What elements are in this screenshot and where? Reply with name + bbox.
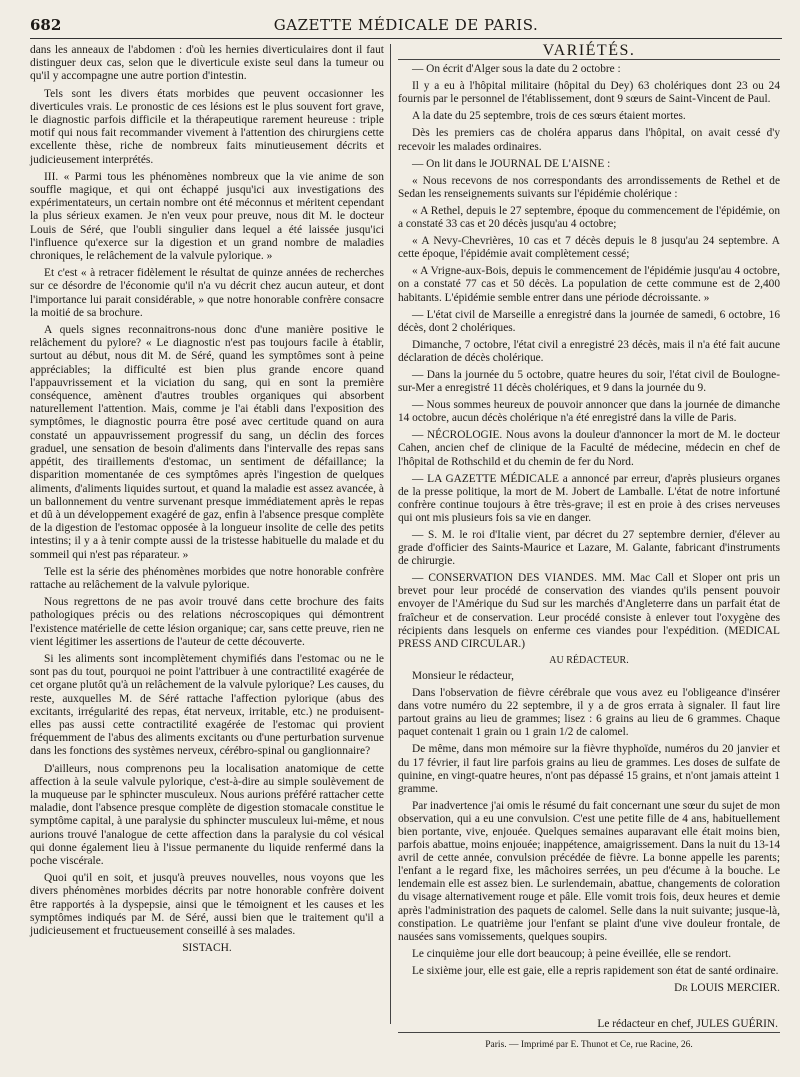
printer-line: Paris. — Imprimé par E. Thunot et Ce, rue Racine, 26. xyxy=(485,1040,693,1050)
right-paragraph-19: Dans l'observation de fièvre cérébrale que vous avez eu l'obligeance d'insérer dans votre numéro du 22 septembre, il y a de gros errata à signaler. Il faut lire partout grains au lieu de grammes; lisez : 6 grains au lieu de 6 grammes. Chaque paquet contenait 1 grain ou 1 grain 1/2 de calomel. xyxy=(398,687,780,739)
left-paragraph-3: III. « Parmi tous les phénomènes nombreux que la vie anime de son souffle magique, et qui ont échappé jusqu'ici aux investigations des expérimentateurs, un certain nombre ont été méconnus et méritent cependant la plus sérieux examen. Je n'en veux pour preuve, nous dit M. le docteur Louis de Séré, que l'oubli singulier dans lequel a été laissée jusqu'ici l'influence qu'exerce sur la digestion et un grand nombre de maladies chroniques, le relâchement de la valvule pylorique. » xyxy=(30,170,384,263)
right-paragraph-18: Monsieur le rédacteur, xyxy=(412,669,514,682)
left-paragraph-8: Si les aliments sont incomplètement chymifiés dans l'estomac ou ne le sont pas du tout, pourquoi ne point l'attribuer à une contractilité exagérée de cet organe plutôt qu'à un relâchement de la valvule pylorique? Les causes, du reste, auxquelles M. de Séré rattache l'affection pylorique (abus des excitants, irrégularité des repas, état nerveux, irritable, etc.) ne produisent-elles pas aussi cette contractilité exagérée de l'estomac qui provient fréquemment de l'abus des aliments excitants ou d'une perturbation survenue dans les fonctions des systèmes nerveux, cérébro-spinal ou ganglionnaire? xyxy=(30,652,384,758)
page-header xyxy=(30,14,782,39)
right-paragraph-11: Dimanche, 7 octobre, l'état civil a enregistré 23 décès, mais il n'a été fait aucune déclaration de décès cholérique. xyxy=(398,338,780,364)
right-paragraph-23: Le sixième jour, elle est gaie, elle a repris rapidement son état de santé ordinaire. xyxy=(412,964,779,977)
right-paragraph-14: — NÉCROLOGIE. Nous avons la douleur d'annoncer la mort de M. le docteur Cahen, ancien chef de clinique de la Faculté de médecine, médecin en chef de l'hôpital de Rothschild et du chemin de fer du Nord. xyxy=(398,429,780,468)
right-column xyxy=(398,44,780,995)
column-divider xyxy=(390,44,391,1024)
left-signature: SISTACH. xyxy=(182,942,232,955)
right-paragraph-13: — Nous sommes heureux de pouvoir annoncer que dans la journée de dimanche 14 octobre, aucun décès cholérique n'a été enregistré dans la ville de Paris. xyxy=(398,399,780,425)
letter-heading: AU RÉDACTEUR. xyxy=(549,654,629,666)
left-paragraph-1: dans les anneaux de l'abdomen : d'où les hernies diverticulaires dont il faut distinguer deux cas, selon que le diverticule existe seul dans la tumeur ou qu'il y accompagne une autre portion d'intestin. xyxy=(30,44,384,83)
left-paragraph-2: Tels sont les divers états morbides que peuvent occasionner les diverticules vrais. Le pronostic de ces lésions est le plus souvent fort grave, le diagnostic parfois difficile et la thérapeutique rarement heureuse : triple motif qui nous fait recommander vivement à l'attention des chirurgiens cette excellente thèse, riche de nombreux faits minutieusement décrits et judicieusement interprétés. xyxy=(30,87,384,166)
right-paragraph-17: — CONSERVATION DES VIANDES. MM. Mac Call et Sloper ont pris un brevet pour leur procédé de conservation des viandes qu'ils pensent pouvoir envoyer de l'Amérique du Sud sur les marchés d'Angleterre dans un parfait état de fraîcheur et de conservation. Leur procédé consiste à enlever tout l'oxygène des récipients dans lesquels on enferme ces viandes pour l'expédition. (MEDICAL PRESS AND CIRCULAR.) xyxy=(398,572,780,650)
left-paragraph-4: Et c'est « à retracer fidèlement le résultat de quinze années de recherches sur ce désordre de l'économie qu'il n'a vu décrit chez aucun auteur, et dont l'importance lui parait considérable, » que notre honorable confrère consacre la moitié de sa brochure. xyxy=(30,267,384,319)
right-paragraph-15: — LA GAZETTE MÉDICALE a annoncé par erreur, d'après plusieurs organes de la presse politique, la mort de M. Jobert de Lamballe. L'état de notre infortuné confrère continue toujours à être très-grave; il est en proie à des crises nerveuses qui ont mis plusieurs fois sa vie en danger. xyxy=(398,472,780,524)
right-paragraph-20: De même, dans mon mémoire sur la fièvre thyphoïde, numéros du 20 janvier et du 17 février, il faut lire parfois grains au lieu de grammes. Les doses de sulfate de quinine, en vingt-quatre heures, n'ont pas dépassé 15 grains, et n'ont jamais atteint 1 gramme. xyxy=(398,743,780,795)
left-paragraph-6: Telle est la série des phénomènes morbides que notre honorable confrère rattache au relâchement de la valvule pylorique. xyxy=(30,565,384,591)
right-paragraph-2: Il y a eu à l'hôpital militaire (hôpital du Dey) 63 cholériques dont 23 ou 24 fournis par le personnel de l'établissement, dont 9 sœurs de Saint-Vincent de Paul. xyxy=(398,80,780,106)
right-paragraph-22: Le cinquième jour elle dort beaucoup; à peine éveillée, elle se rendort. xyxy=(412,947,732,960)
right-paragraph-6: « Nous recevons de nos correspondants des arrondissements de Rethel et de Sedan les renseignements suivants sur l'épidémie cholérique : xyxy=(398,174,780,200)
section-heading: VARIÉTÉS. xyxy=(398,44,780,60)
journal-title: GAZETTE MÉDICALE DE PARIS. xyxy=(273,16,539,34)
left-paragraph-10: Quoi qu'il en soit, et jusqu'à preuves nouvelles, nous voyons que les divers phénomènes morbides décrits par notre honorable confrère doivent être rapportés à la dyspepsie, ainsi que le témoignent et les causes et les symptômes indiqués par M. de Séré, aussi bien que le traitement qu'il a judicieusement et fructueusement conseillé à ses malades. xyxy=(30,872,384,937)
editor-line: Le rédacteur en chef, JULES GUÉRIN. xyxy=(597,1018,778,1030)
right-paragraph-9: « A Vrigne-aux-Bois, depuis le commencement de l'épidémie jusqu'au 4 octobre, on a constaté 77 cas et 50 décès. La population de cette commune est de 2,400 habitants. L'épidémie semble entrer dans une période décroissante. » xyxy=(398,265,780,304)
left-column xyxy=(30,44,384,955)
left-paragraph-5: A quels signes reconnaitrons-nous donc d'une manière positive le relâchement du pylore? « Le diagnostic n'est pas toujours facile à établir, surtout au début, nous dit M. de Séré, quand les symptômes sont à peine appréciables; la difficulté est bien plus grande encore quand l'appauvrissement et la viciation du sang, qui en sont la première conséquence, amènent d'autres troubles organiques qui absorbent naturellement l'attention. Mais, comme je l'ai établi dans l'exposition des symptômes, le diagnostic pourra être posé avec certitude quand on aura constaté un appauvrissement progressif du sang, un déclin des forces graduel, une sensation de besoin d'aliments dans l'intervalle des repas sans appétit, des tiraillements d'estomac, un sentiment de défaillance; la disparition momentanée de ces symptômes après l'ingestion de quelques aliments, d'aliments liquides surtout, et quand la maladie est assez avancée, à un ballonnement du ventre survenant presque immédiatement après le repas et dû à un développement exagéré de gaz, enfin à l'absence presque complète de la digestion de l'estomac opposée à la longueur insolite de celle des petits intestins; il y a à tenir compte aussi de la tristesse habituelle du malade et du sommeil qui n'est pas réparateur. » xyxy=(30,324,384,561)
left-paragraph-9: D'ailleurs, nous comprenons peu la localisation anatomique de cette affection à la seule valvule pylorique, c'est-à-dire au simple soulèvement de la muqueuse par le sphincter musculeux. Nous aurions préféré rattacher cette maladie, dont l'absence presque complète de digestion stomacale constitue le symptôme capital, à une paralysie du sphincter musculeux lui-même, et nous aurions trouvé l'analogue de cette affection dans la paralysie du col vésical qui donne également lieu à l'issue permanente du liquide renfermé dans la poche viscérale. xyxy=(30,762,384,867)
right-paragraph-3: A la date du 25 septembre, trois de ces sœurs étaient mortes. xyxy=(412,110,686,123)
right-paragraph-21: Par inadvertence j'ai omis le résumé du fait concernant une sœur du sujet de mon observation, qui a eu une convulsion. C'est une petite fille de 4 ans, habituellement bien portante, vive, enjouée. Quelques semaines auparavant elle était moins bien, parfois abattue, moins enjouée; inappétence, amaigrissement. Dans la nuit du 13-14 avril de cette année, convulsion précédée de fièvre. La bonne appelle les parents; l'enfant a le regard fixe, les mâchoires serrées, un peu d'écume à la bouche. Le lendemain elle est assez bien. Le surlendemain, abattue, changements de coloration du visage alternativement rouge et pâle. Elle vomit trois fois, deux heures et demie après l'administration des paquets de calomel. Selle dans la nuit suivante; jusque-là, constipation. Le quatrième jour l'enfant se plaint d'une vive douleur frontale, de nausées sans vomissements, quelques soupirs. xyxy=(398,799,780,943)
right-paragraph-8: « A Nevy-Chevrières, 10 cas et 7 décès depuis le 8 jusqu'au 24 septembre. A cette époque, l'épidémie avait complètement cessé; xyxy=(398,235,780,261)
right-paragraph-5: — On lit dans le JOURNAL DE L'AISNE : xyxy=(412,157,611,170)
right-paragraph-7: « A Rethel, depuis le 27 septembre, époque du commencement de l'épidémie, on a constaté 33 cas et 20 décès jusqu'au 4 octobre; xyxy=(398,204,780,231)
right-paragraph-1: — On écrit d'Alger sous la date du 2 octobre : xyxy=(412,63,621,76)
left-paragraph-7: Nous regrettons de ne pas avoir trouvé dans cette brochure des faits pathologiques précis ou des relations nécroscopiques qui démontrent l'existence matérielle de cette lésion organique; car, sans cette preuve, rien ne vient légitimer les assertions de l'auteur de cette découverte. xyxy=(30,596,384,648)
right-paragraph-12: — Dans la journée du 5 octobre, quatre heures du soir, l'état civil de Boulogne-sur-Mer a enregistré 11 décès cholériques, et 9 dans la journée du 9. xyxy=(398,368,780,395)
right-paragraph-10: — L'état civil de Marseille a enregistré dans la journée de samedi, 6 octobre, 16 décès, dont 2 cholériques. xyxy=(398,308,780,334)
page-number: 682 xyxy=(30,16,62,34)
footer-rule xyxy=(398,1032,780,1033)
right-signature: Dr LOUIS MERCIER. xyxy=(674,982,780,994)
right-paragraph-16: — S. M. le roi d'Italie vient, par décret du 27 septembre dernier, d'élever au grade d'officier des Saints-Maurice et Lazare, M. Galante, fabricant d'instruments de chirurgie. xyxy=(398,529,780,568)
right-paragraph-4: Dès les premiers cas de choléra apparus dans l'hôpital, on avait cessé d'y recevoir les malades ordinaires. xyxy=(398,127,780,153)
